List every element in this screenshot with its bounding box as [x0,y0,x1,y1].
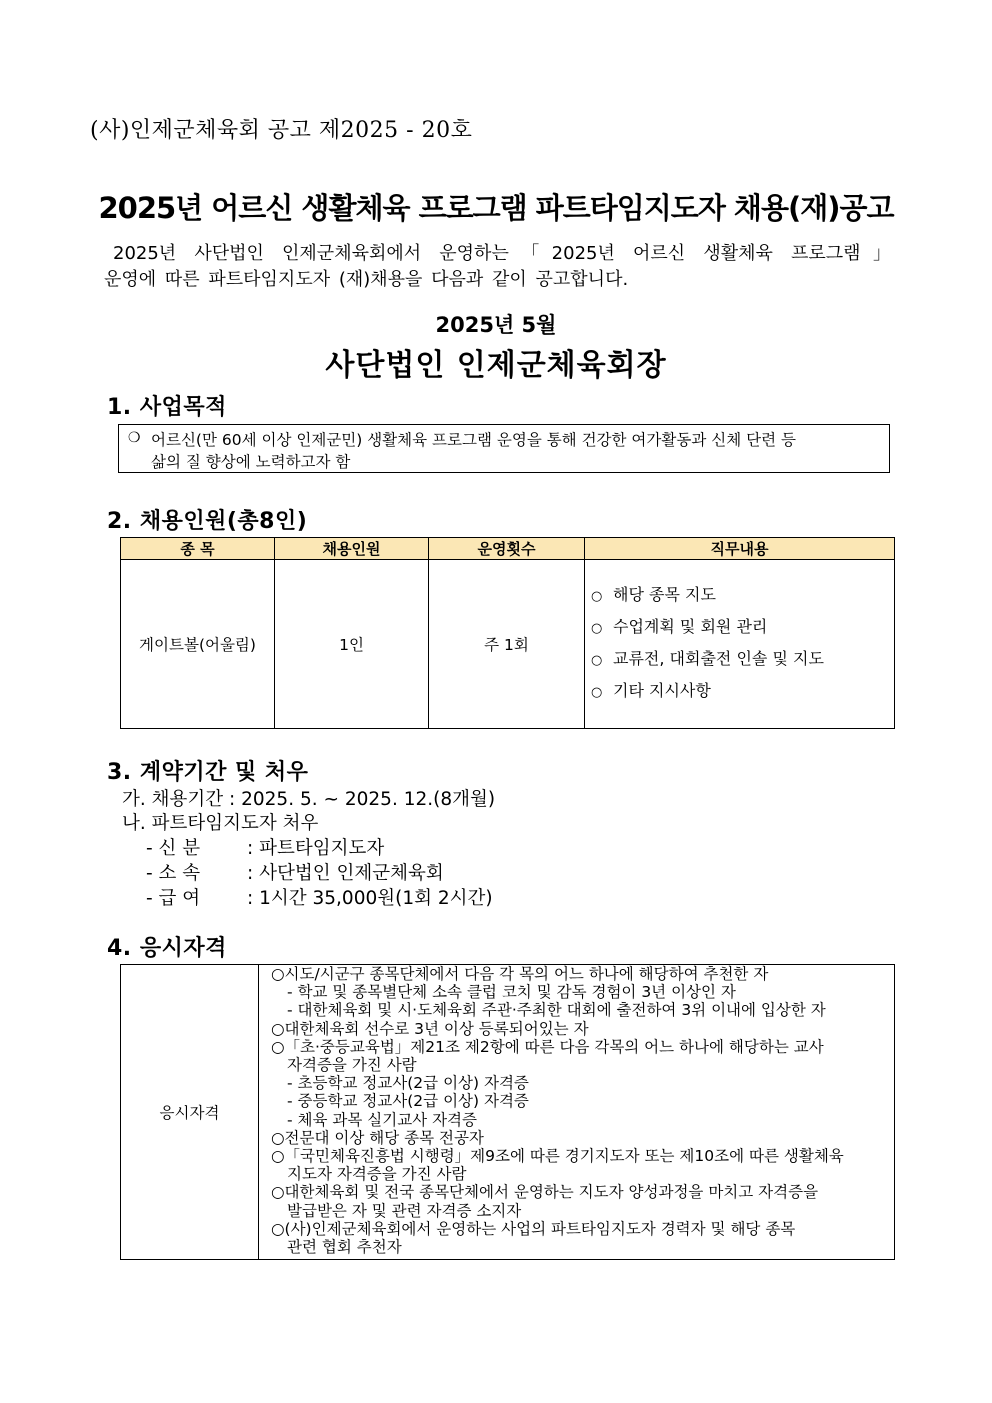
qualification-line: 관련 협회 추천자 [287,1238,402,1257]
section-4-heading: 4. 응시자격 [107,936,227,961]
purpose-line-2: 삶의 질 향상에 노력하고자 함 [151,453,351,471]
purpose-line-1: 어르신(만 60세 이상 인제군민) 생활체육 프로그램 운영을 통해 건강한 여가활동과 신체 단련 등 [151,431,796,449]
qualification-line: ○전문대 이상 해당 종목 전공자 [271,1128,484,1147]
sport-cell: 게이트볼(어울림) [121,560,275,729]
duty-item: ○ 기타 지시사항 [591,681,711,700]
column-header: 채용인원 [275,538,429,560]
qualification-line: ○대한체육회 선수로 3년 이상 등록되어있는 자 [271,1019,589,1038]
intro-line-2: 운영에 따른 파트타임지도자 (재)채용을 다음과 같이 공고합니다. [104,269,629,290]
qualification-line: 발급받은 자 및 관련 자격증 소지자 [287,1201,522,1220]
frequency-cell: 주 1회 [429,560,585,729]
table-row [121,560,895,729]
qualification-line: ○「초·중등교육법」제21조 제2항에 따른 다음 각목의 어느 하나에 해당하는 교사 [271,1037,824,1056]
section-3-heading: 3. 계약기간 및 처우 [107,760,309,785]
qualification-line: ○(사)인제군체육회에서 운영하는 사업의 파트타임지도자 경력자 및 해당 종목 [271,1219,796,1238]
recruitment-table [120,537,895,729]
table-header-row [121,538,895,560]
section-2-heading: 2. 채용인원(총8인) [107,509,308,534]
duty-item: ○ 교류전, 대회출전 인솔 및 지도 [591,649,824,668]
purpose-box [118,424,890,473]
duty-item: ○ 수업계획 및 회원 관리 [591,617,768,636]
qualification-line: - 중등학교 정교사(2급 이상) 자격증 [287,1092,529,1111]
treatment-pay-value: : 1시간 35,000원(1회 2시간) [247,888,493,909]
table-row [121,965,895,1260]
document-title: 2025년 어르신 생활체육 프로그램 파트타임지도자 채용(재)공고 [98,191,894,225]
column-header: 종 목 [121,538,275,560]
qualification-line: ○대한체육회 및 전국 종목단체에서 운영하는 지도자 양성과정을 마치고 자격증을 [271,1183,819,1202]
column-header: 운영횟수 [429,538,585,560]
treatment-status-label: - 신 분 [146,838,201,859]
duties-cell [585,560,895,729]
qualification-line: - 학교 및 종목별단체 소속 클럽 코치 및 감독 경험이 3년 이상인 자 [287,983,736,1002]
section-1-heading: 1. 사업목적 [107,395,227,420]
contract-period: 가. 채용기간 : 2025. 5. ~ 2025. 12.(8개월) [122,789,496,810]
qualification-content [259,965,895,1260]
column-header: 직무내용 [585,538,895,560]
bullet-icon: ❍ [128,430,141,446]
treatment-pay-label: - 급 여 [146,888,201,909]
qualification-line: - 초등학교 정교사(2급 이상) 자격증 [287,1074,529,1093]
issuer-name: 사단법인 인제군체육회장 [325,348,667,383]
treatment-heading: 나. 파트타임지도자 처우 [122,813,319,834]
treatment-affiliation-value: : 사단법인 인제군체육회 [247,863,444,884]
intro-line-1: 2025년 사단법인 인제군체육회에서 운영하는「2025년 어르신 생활체육 프로그램」 [113,243,891,264]
count-cell: 1인 [275,560,429,729]
duty-item: ○ 해당 종목 지도 [591,585,716,604]
qualification-line: ○시도/시군구 종목단체에서 다음 각 목의 어느 하나에 해당하여 추천한 자 [271,965,769,983]
announcement-date: 2025년 5월 [435,313,557,337]
treatment-affiliation-label: - 소 속 [146,863,201,884]
qualification-table [120,964,895,1260]
qualification-line: 지도자 자격증을 가진 사람 [287,1165,467,1184]
qualification-line: - 대한체육회 및 시·도체육회 주관·주최한 대회에 출전하여 3위 이내에 입상한 자 [287,1001,826,1020]
qualification-line: ○「국민체육진흥법 시행령」제9조에 따른 경기지도자 또는 제10조에 따른 생활체육 [271,1147,844,1166]
qualification-line: - 체육 과목 실기교사 자격증 [287,1110,478,1129]
notice-number: (사)인제군체육회 공고 제2025 - 20호 [90,118,473,143]
qualification-line: 자격증을 가진 사람 [287,1056,417,1075]
qualification-label: 응시자격 [121,965,259,1260]
treatment-status-value: : 파트타임지도자 [247,838,385,859]
